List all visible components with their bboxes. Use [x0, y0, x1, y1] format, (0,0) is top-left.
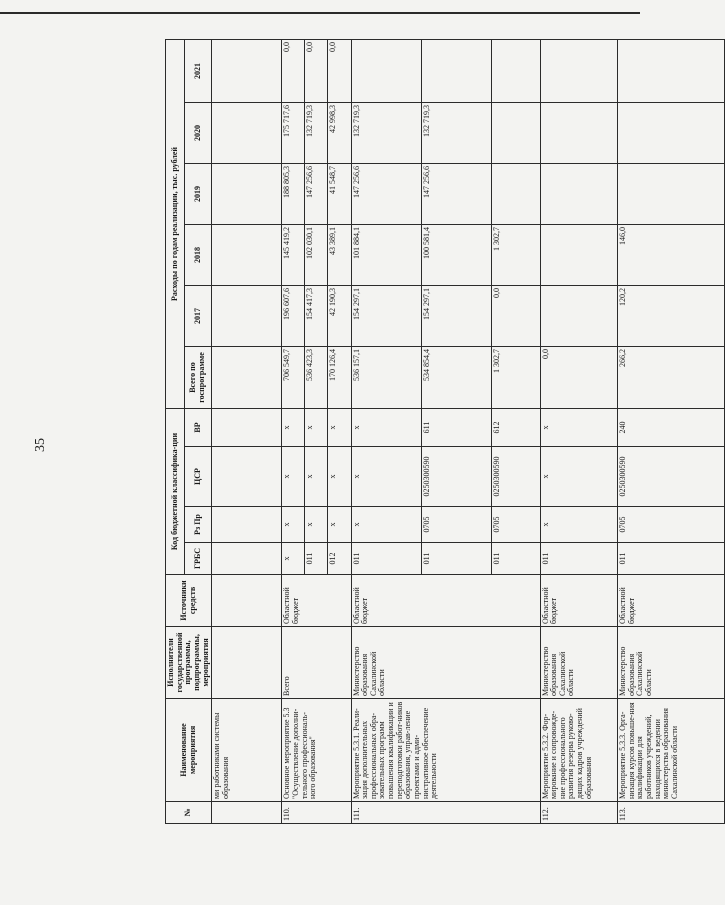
- cell-2021: 0,0: [305, 39, 328, 102]
- cell-grbs: х: [282, 543, 305, 575]
- cell-2018: 101 884,1: [351, 225, 421, 286]
- cell-rzpr: х: [305, 507, 328, 543]
- cell-rzpr: х: [282, 507, 305, 543]
- table-row: [351, 39, 421, 823]
- cell-total: 0,0: [540, 347, 618, 409]
- cell-grbs: 011: [492, 543, 540, 575]
- cell-rzpr: х: [540, 507, 618, 543]
- cell-csr: 0250300590: [492, 447, 540, 507]
- header-2018: 2018: [184, 225, 211, 286]
- cell-2019: 147 256,6: [305, 164, 328, 225]
- cell-2020: 132 719,3: [305, 103, 328, 164]
- cell-csr: 0250300590: [421, 447, 491, 507]
- cell-2021: [351, 39, 421, 102]
- cell-vr: х: [328, 409, 351, 447]
- header-2019: 2019: [184, 164, 211, 225]
- header-name: Наименование мероприятия: [166, 699, 212, 802]
- row-name: Мероприятие 5.3.1. Реали-зация дополнительных профессиональных обра-зовательных программ повышения квалификации и переподготовки работ-ников образования, управ-ление проектами и адми-нистративное обеспечение деятельности: [351, 699, 540, 802]
- row-name: Мероприятие 5.3.3. Орга-низация курсов повыше-ния квалификации для работников учреждений, находящихся в ведении министерства образования Сахалинской области: [618, 699, 725, 802]
- cell-rzpr: 0705: [421, 507, 491, 543]
- cell-rzpr: 0705: [492, 507, 540, 543]
- cell-grbs: 011: [618, 543, 725, 575]
- cell-2020: 42 998,3: [328, 103, 351, 164]
- cell-total: 536 423,3: [305, 347, 328, 409]
- cell-2018: [540, 225, 618, 286]
- cell-2020: [492, 103, 540, 164]
- row-executor: Всего: [282, 627, 351, 699]
- row-number: 110.: [282, 802, 351, 824]
- cell-vr: х: [282, 409, 305, 447]
- cell-2019: 188 805,3: [282, 164, 305, 225]
- cell-2017: [540, 286, 618, 347]
- continuation-name: ми работниками системы образования: [212, 699, 282, 802]
- row-executor: Министерство образования Сахалинской области: [540, 627, 618, 699]
- row-number: 111.: [351, 802, 540, 824]
- cell-total: 170 126,4: [328, 347, 351, 409]
- cell-csr: х: [282, 447, 305, 507]
- cell-vr: 611: [421, 409, 491, 447]
- cell-2020: [540, 103, 618, 164]
- header-executor: Исполнители государственной программы, подпрограммы, мероприятия: [166, 627, 212, 699]
- header-2020: 2020: [184, 103, 211, 164]
- cell-2020: 132 719,3: [421, 103, 491, 164]
- cell-grbs: 011: [540, 543, 618, 575]
- header-grbs: ГРБС: [184, 543, 211, 575]
- cell-total: 536 157,1: [351, 347, 421, 409]
- cell-2019: [492, 164, 540, 225]
- cell-2017: 0,0: [492, 286, 540, 347]
- cell-csr: 0250300590: [618, 447, 725, 507]
- row-source: Областной бюджет: [618, 575, 725, 627]
- cell-2018: 146,0: [618, 225, 725, 286]
- cell-2021: [618, 39, 725, 102]
- table-row: [282, 39, 305, 823]
- table-row: [540, 39, 618, 823]
- cell-grbs: 011: [305, 543, 328, 575]
- cell-2017: 120,2: [618, 286, 725, 347]
- cell-2018: 43 389,1: [328, 225, 351, 286]
- cell-total: 266,2: [618, 347, 725, 409]
- header-2021: 2021: [184, 39, 211, 102]
- cell-vr: х: [351, 409, 421, 447]
- header-source: Источники средств: [166, 575, 212, 627]
- cell-rzpr: х: [351, 507, 421, 543]
- cell-2018: 102 030,1: [305, 225, 328, 286]
- cell-csr: х: [351, 447, 421, 507]
- cell-2017: 154 417,3: [305, 286, 328, 347]
- cell-vr: х: [305, 409, 328, 447]
- cell-total: 1 302,7: [492, 347, 540, 409]
- cell-csr: х: [540, 447, 618, 507]
- header-2017: 2017: [184, 286, 211, 347]
- header-csr: ЦСР: [184, 447, 211, 507]
- cell-grbs: 011: [351, 543, 421, 575]
- cell-2020: [618, 103, 725, 164]
- table-row: [618, 39, 725, 823]
- cell-grbs: 011: [421, 543, 491, 575]
- cell-2021: [421, 39, 491, 102]
- row-source: Областной бюджет: [540, 575, 618, 627]
- cell-total: 706 549,7: [282, 347, 305, 409]
- table-row: [212, 39, 282, 823]
- cell-2019: 147 256,6: [421, 164, 491, 225]
- row-executor: Министерство образования Сахалинской области: [618, 627, 725, 699]
- cell-2017: 42 190,3: [328, 286, 351, 347]
- cell-total: 534 854,4: [421, 347, 491, 409]
- cell-vr: 612: [492, 409, 540, 447]
- header-total: Всего по госпрограмме: [184, 347, 211, 409]
- header-budget-code: Код бюджетной классифика-ции: [166, 409, 185, 575]
- cell-csr: х: [305, 447, 328, 507]
- cell-2018: 100 581,4: [421, 225, 491, 286]
- row-number: 113.: [618, 802, 725, 824]
- cell-rzpr: 0705: [618, 507, 725, 543]
- cell-2017: 154 297,1: [421, 286, 491, 347]
- row-source: Областной бюджет: [282, 575, 351, 627]
- cell-rzpr: х: [328, 507, 351, 543]
- cell-2017: 154 297,1: [351, 286, 421, 347]
- cell-2020: 132 719,3: [351, 103, 421, 164]
- budget-table-rotated: [165, 40, 713, 824]
- page-number: 35: [33, 438, 48, 452]
- cell-2019: [618, 164, 725, 225]
- row-name: Мероприятие 5.3.2. Фор-мирование и сопровожде-ние профессионального развития резерва руково-дящих кадров учреждений образования: [540, 699, 618, 802]
- cell-2017: 196 607,6: [282, 286, 305, 347]
- row-number: 112.: [540, 802, 618, 824]
- cell-csr: х: [328, 447, 351, 507]
- cell-2021: [492, 39, 540, 102]
- row-executor: Министерство образования Сахалинской области: [351, 627, 540, 699]
- cell-2021: 0,0: [282, 39, 305, 102]
- row-source: Областной бюджет: [351, 575, 540, 627]
- cell-vr: х: [540, 409, 618, 447]
- cell-2019: 147 256,6: [351, 164, 421, 225]
- header-expenses: Расходы по годам реализации, тыс. рублей: [166, 39, 185, 408]
- budget-table: [165, 39, 725, 824]
- row-name: Основное мероприятие 5.3 "Осуществление дополни-тельного профессиональ-ного образования": [282, 699, 351, 802]
- cell-2019: 41 548,7: [328, 164, 351, 225]
- cell-2018: 145 419,2: [282, 225, 305, 286]
- header-rzpr: Рз Пр: [184, 507, 211, 543]
- cell-2019: [540, 164, 618, 225]
- header-num: №: [166, 802, 212, 824]
- header-vr: ВР: [184, 409, 211, 447]
- page-top-rule: [0, 12, 640, 14]
- cell-grbs: 012: [328, 543, 351, 575]
- cell-2020: 175 717,6: [282, 103, 305, 164]
- cell-2021: 0,0: [328, 39, 351, 102]
- cell-2021: [540, 39, 618, 102]
- cell-vr: 240: [618, 409, 725, 447]
- cell-2018: 1 302,7: [492, 225, 540, 286]
